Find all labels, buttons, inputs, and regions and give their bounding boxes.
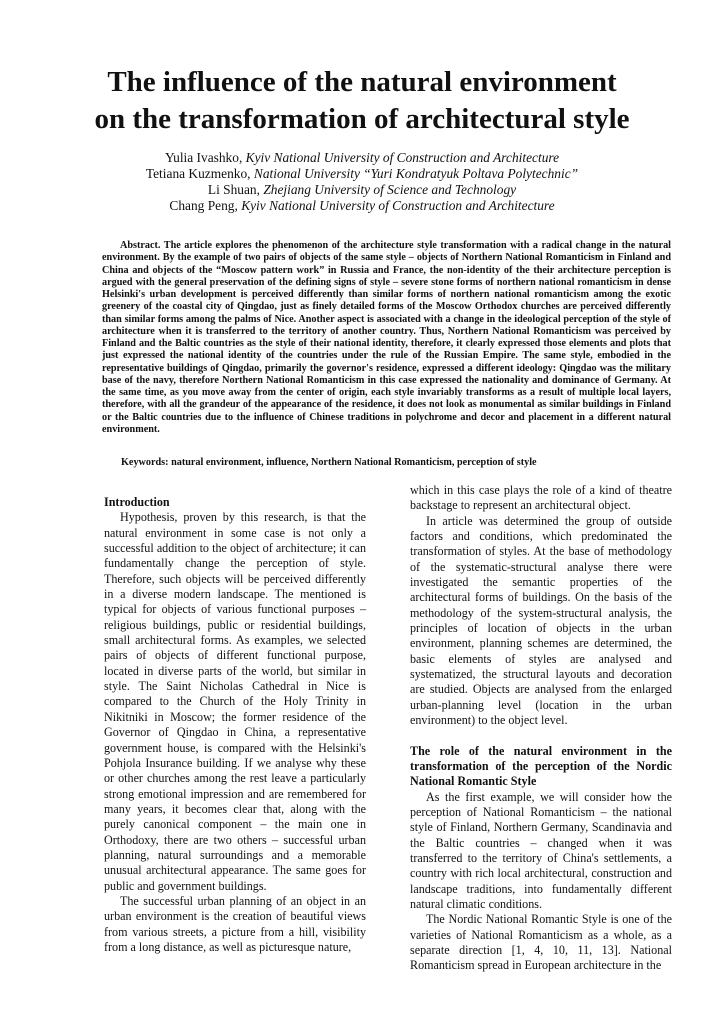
paragraph: As the first example, we will consider how the perception of National Romanticism – the national style of Finland, Northern Germany, Scandinavia and the Baltic countries – changed when it was transferred to the territory of China's settlements, a country with rich local architectural, construction and landscape traditions, into fundamentally different natural climatic conditions. — [410, 789, 672, 911]
author-row — [40, 198, 684, 214]
author-row — [40, 150, 684, 166]
abstract: Abstract. The article explores the phenomenon of the architecture style transformation with a radical change in the natural environment. By the example of two pairs of objects of the same style – objects of Northern National Romanticism in Finland and China and objects of the “Moscow pattern work” in Russia and France, the non-identity of the their architecture perception is argued with the general preservation of the defining signs of style – severe stone forms of northern national romanticism in dense Helsinki's urban development is perceived differently than similar forms of northern national romanticism among the exotic greenery of the coastal city of Qingdao, just as finely detailed forms of the Moscow Orthodox churches are perceived differently than similar forms among the palms of Nice. Another aspect is associated with a change in the ideological perception of the style of architecture when it is transferred to the territory of another country. Thus, Northern National Romanticism was perceived by Finland and the Baltic countries as the style of their national identity, therefore, it clearly expressed those elements and plots that just expressed the national identity of the countries under the rule of the Russian Empire. The same style, embodied in the representative buildings of Qingdao, primarily the governor's residence, expressed a different ideology: Qingdao was the military base of the navy, therefore Northern National Romanticism in this case expressed the nationality and dominance of Germany. At the same time, as you move away from the center of origin, each style invariably transforms as a result of multiple local layers, therefore, with all the grandeur of the appearance of the residence, it does not look as monumental as similar buildings in Finland or the Baltic countries due to the influence of Chinese traditions in polychrome and decor and placement in a different natural environment. — [102, 240, 671, 435]
author-list — [40, 150, 684, 214]
author-name: Tetiana Kuzmenko, — [145, 166, 254, 181]
author-affiliation: National University “Yuri Kondratyuk Poltava Polytechnic” — [253, 166, 579, 181]
author-name: Chang Peng, — [169, 198, 242, 213]
author-row — [40, 182, 684, 198]
paragraph: The successful urban planning of an object in an urban environment is the creation of beautiful views from various streets, a picture from a hill, visibility from a long distance, as well as picturesque nature, — [104, 893, 366, 954]
author-affiliation: Kyiv National University of Construction and Architecture — [245, 150, 560, 165]
author-row — [40, 166, 684, 182]
left-column — [104, 495, 366, 955]
paragraph: which in this case plays the role of a kind of theatre backstage to represent an architectural object. — [410, 483, 672, 513]
section-gap — [410, 729, 672, 744]
author-name: Yulia Ivashko, — [164, 150, 246, 165]
author-affiliation: Kyiv National University of Construction and Architecture — [241, 198, 555, 213]
keywords: Keywords: natural environment, influence, Northern National Romanticism, perception of style — [121, 457, 537, 468]
paragraph: Hypothesis, proven by this research, is that the natural environment in some case is not only a successful addition to the object of architecture; it can fundamentally change the perception of style. Therefore, such objects will be perceived differently in a diverse modern landscape. The mentioned is typical for objects of various functional purposes – religious buildings, public or residential buildings, small architectural forms. As examples, we selected pairs of objects of different functional purpose, located in diverse parts of the world, but similar in style. The Saint Nicholas Cathedral in Nice is compared to the Church of the Holy Trinity in Nikitniki in Moscow; the former residence of the Governor of Qingdao in China, a representative government house, is compared with the Helsinki's Pohjola Insurance building. If we analyse why these or other churches among the rest leave a particularly strong emotional impression and are remembered for many years, it becomes clear that, along with the purely canonical component – the main one in Orthodoxy, there are two others – successful urban planning, natural surroundings and a memorable unusual architectural appearance. The same goes for public and government buildings. — [104, 510, 366, 893]
paragraph: In article was determined the group of outside factors and conditions, which predominated the transformation of styles. At the base of methodology of the systematic-structural analyse there were investigated the semantic properties of the architectural forms of buildings. On the basis of the methodology of the system-structural analysis, the principles of location of objects in the urban environment, planning schemes are determined, the basic elements of styles are analysed and systematized, the structural layouts and decoration are studied. Objects are analysed from the enlarged urban-planning level (location in the urban environment) to the object level. — [410, 513, 672, 728]
author-name: Li Shuan, — [207, 182, 264, 197]
right-column — [410, 483, 672, 974]
title-line-1: The influence of the natural environment — [107, 66, 617, 98]
section-heading-introduction: Introduction — [104, 495, 170, 509]
author-affiliation: Zhejiang University of Science and Technology — [263, 182, 517, 197]
paper-title — [60, 64, 664, 138]
title-line-2: on the transformation of architectural style — [94, 103, 630, 135]
section-heading-nordic: The role of the natural environment in the transformation of the perception of the Nordic National Romantic Style — [410, 743, 672, 789]
paragraph: The Nordic National Romantic Style is one of the varieties of National Romanticism as a whole, as a separate direction [1, 4, 10, 11, 13]. National Romanticism spread in European architecture in the — [410, 912, 672, 973]
